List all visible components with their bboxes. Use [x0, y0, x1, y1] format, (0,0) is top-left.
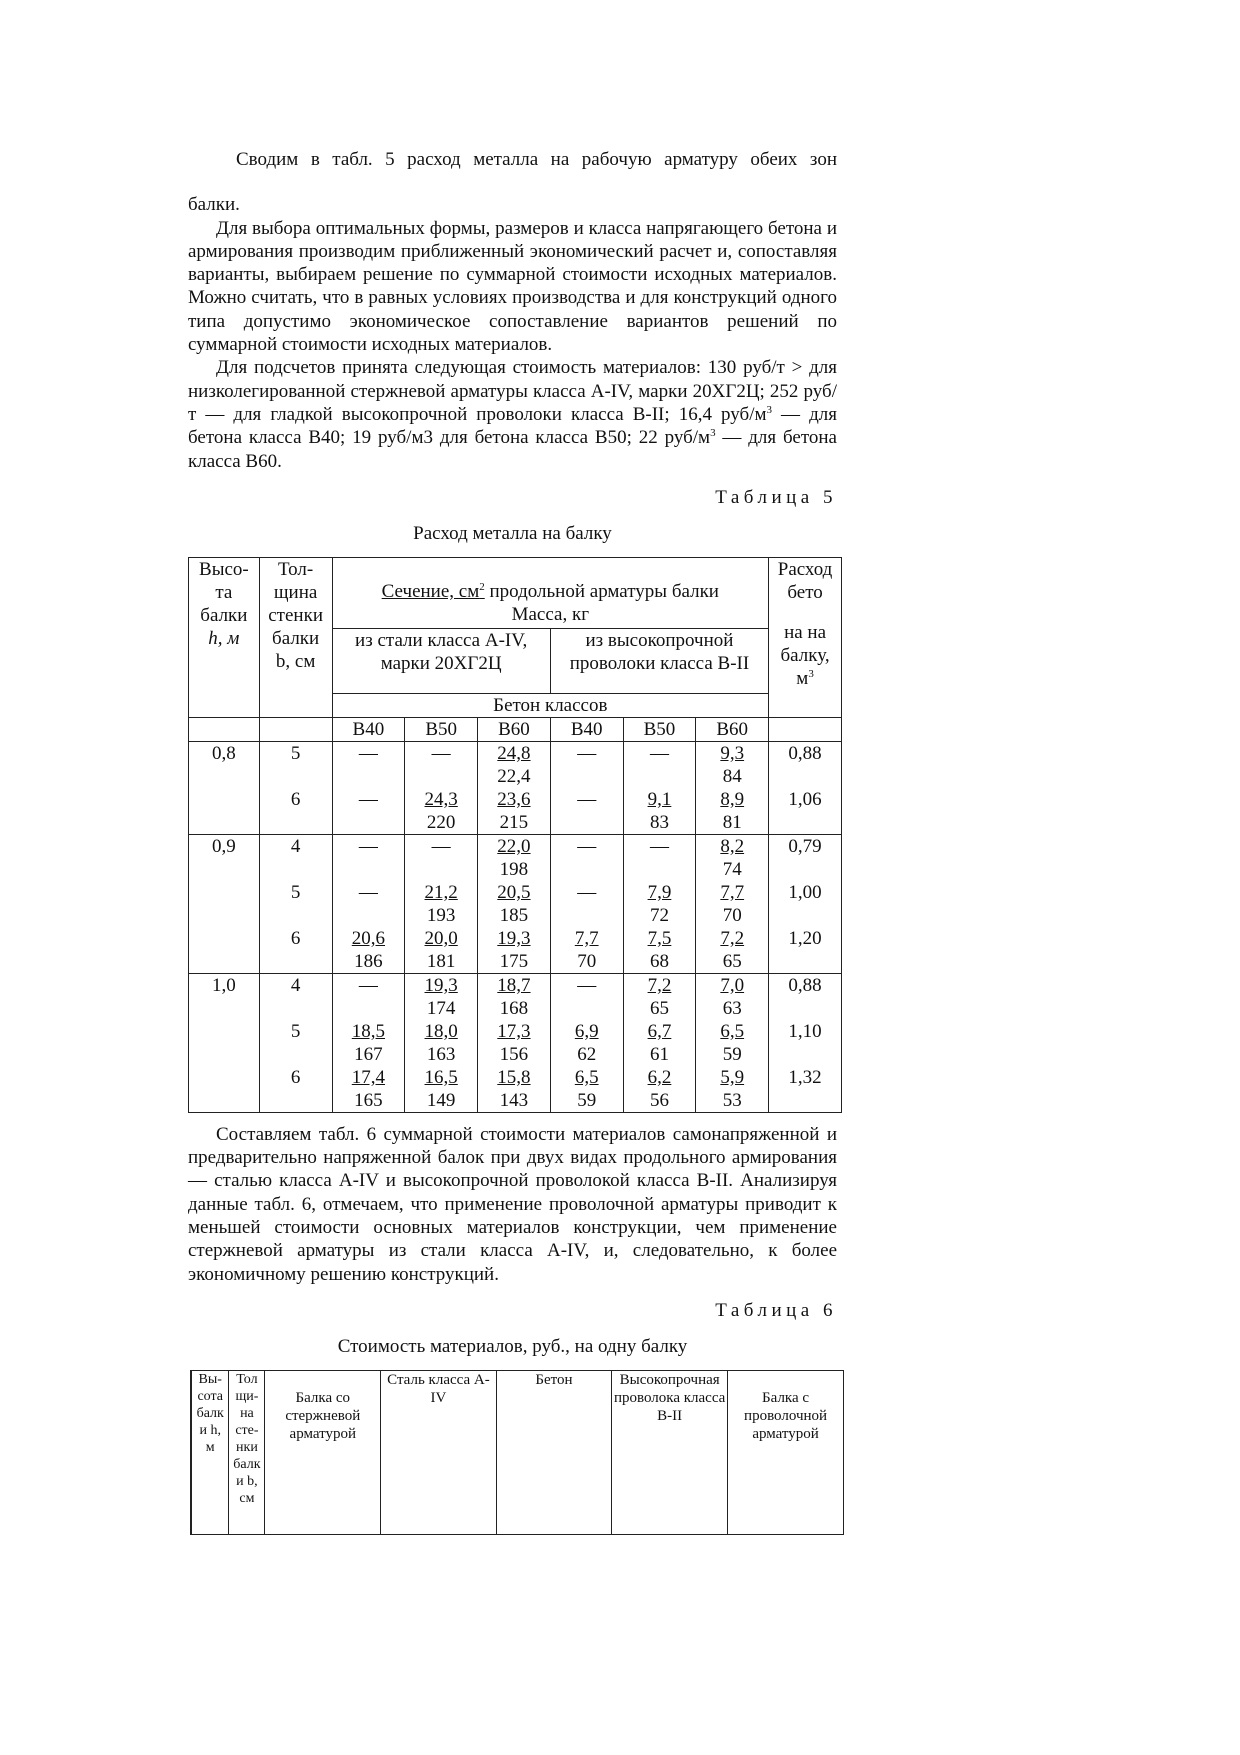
table-5-body: [189, 741, 842, 1112]
cell-section-mass: [332, 1066, 405, 1113]
cell-pair: [335, 742, 403, 788]
header-height-line: Высо-: [199, 558, 249, 580]
cell-section: 9,1: [647, 788, 672, 810]
cell-section: 7,0: [720, 974, 745, 996]
cell-mass: 175: [499, 950, 529, 972]
cell-section: 6,5: [720, 1020, 745, 1042]
cell-mass: 68: [649, 950, 669, 972]
cell-volume: 1,20: [769, 927, 842, 974]
cell-section: 6,7: [647, 1020, 672, 1042]
cell-section-mass: [550, 788, 623, 835]
cell-pair: [480, 788, 548, 834]
cell-section: —: [358, 742, 378, 764]
cell-section: 18,5: [351, 1020, 386, 1042]
cell-pair: [553, 881, 621, 927]
table-row: [189, 1020, 842, 1066]
cell-pair: [335, 835, 403, 881]
cell-section: 6,2: [647, 1066, 672, 1088]
cell-volume: 1,06: [769, 788, 842, 835]
paragraph-3-sup-2: 3: [710, 427, 716, 440]
classes-empty-cell: [769, 717, 842, 741]
table-5-header-row-1: [189, 557, 842, 628]
cell-thickness: 6: [259, 1066, 332, 1113]
cell-section: 24,8: [497, 742, 531, 764]
cell-mass: 56: [649, 1089, 669, 1111]
cell-pair: [626, 1020, 694, 1066]
cell-height: [189, 927, 260, 974]
cell-section-mass: [478, 788, 551, 835]
cell-section: 7,7: [574, 927, 599, 949]
cell-section: 17,4: [351, 1066, 386, 1088]
cell-mass: 83: [649, 811, 669, 833]
cell-pair: [335, 881, 403, 927]
cell-section-mass: [623, 788, 696, 835]
cell-section-mass: [623, 1066, 696, 1113]
cell-section: —: [431, 742, 451, 764]
header-height-line: та: [215, 581, 233, 603]
cell-section: 8,2: [720, 835, 745, 857]
cell-mass: 65: [649, 997, 669, 1019]
header-concrete-unit: м: [796, 667, 809, 689]
paragraph-3-part-b: — для бетона класса В40; 19 руб/м3 для бетона класса В50; 22 руб/м: [188, 403, 837, 449]
cell-height: 1,0: [189, 973, 260, 1020]
cell-section-mass: [550, 741, 623, 788]
cell-volume: 0,88: [769, 741, 842, 788]
cell-section-mass: [550, 927, 623, 974]
class-cell: В50: [405, 717, 478, 741]
cell-pair: [553, 1066, 621, 1112]
cell-pair: [335, 974, 403, 1020]
cell-section: 17,3: [497, 1020, 531, 1042]
cell-section: 15,8: [497, 1066, 531, 1088]
cell-section: 23,6: [497, 788, 531, 810]
paragraph-3-part-c: — для бетона класса В60.: [188, 427, 837, 472]
t6-header-concrete: Бетон: [496, 1370, 612, 1534]
t6-header-line: и h,: [199, 1422, 221, 1438]
cell-section-mass: [550, 881, 623, 927]
cell-section-mass: [478, 973, 551, 1020]
header-thickness: [259, 557, 332, 717]
cell-section: —: [431, 835, 451, 857]
paragraph-1-line-1: Сводим в табл. 5 расход металла на рабочую арматуру обеих зон: [236, 149, 837, 170]
cell-section-mass: [696, 881, 769, 927]
cell-section: —: [577, 974, 597, 996]
header-concrete-volume-tail: [769, 693, 842, 717]
cell-section-mass: [332, 881, 405, 927]
cell-mass: 168: [499, 997, 529, 1019]
cell-section: 21,2: [424, 881, 458, 903]
cell-section: 19,3: [424, 974, 458, 996]
t6-header-line: м: [205, 1439, 215, 1455]
cell-pair: [553, 788, 621, 834]
header-thickness-line: стенки: [268, 604, 323, 626]
header-steel-line: из стали класса А-IV,: [355, 629, 528, 651]
cell-mass: 22,4: [497, 765, 531, 787]
cell-mass: 167: [354, 1043, 383, 1065]
cell-height: [189, 881, 260, 927]
cell-pair: [698, 742, 766, 788]
cell-section-mass: [696, 834, 769, 881]
cell-pair: [626, 1066, 694, 1112]
cell-mass: 198: [499, 858, 529, 880]
header-section-text-b: продольной арматуры балки: [484, 580, 719, 602]
cell-mass: 59: [577, 1089, 597, 1111]
cell-section: 18,7: [497, 974, 531, 996]
cell-section-mass: [550, 1020, 623, 1066]
cell-section-mass: [332, 927, 405, 974]
cell-section: 6,9: [574, 1020, 599, 1042]
cell-mass: 163: [426, 1043, 456, 1065]
cell-mass: 74: [722, 858, 742, 880]
cell-mass: 181: [426, 950, 456, 972]
cell-mass: 70: [722, 904, 742, 926]
header-concrete-classes: Бетон классов: [332, 693, 769, 717]
cell-section: —: [358, 881, 378, 903]
table-5: [188, 557, 842, 1113]
cell-mass: 61: [649, 1043, 669, 1065]
cell-pair: [698, 835, 766, 881]
t6-header-line: сте-: [235, 1422, 259, 1438]
cell-section-mass: [478, 1066, 551, 1113]
cell-section-mass: [332, 1020, 405, 1066]
cell-pair: [626, 927, 694, 973]
cell-pair: [335, 788, 403, 834]
cell-section: 8,9: [720, 788, 745, 810]
t6-header-line: балк: [233, 1456, 261, 1472]
t6-header-height: [191, 1370, 229, 1534]
header-section-sup: 2: [479, 580, 485, 593]
header-thickness-line: Тол-: [278, 558, 314, 580]
cell-section-mass: [623, 973, 696, 1020]
cell-pair: [626, 835, 694, 881]
cell-section: —: [577, 788, 597, 810]
cell-pair: [626, 788, 694, 834]
t6-header-line: Вы-: [198, 1371, 222, 1387]
cell-pair: [626, 881, 694, 927]
header-thickness-line: щина: [273, 581, 318, 603]
header-height-line: балки: [200, 604, 248, 626]
cell-volume: 1,32: [769, 1066, 842, 1113]
cell-section: 22,0: [497, 835, 531, 857]
cell-pair: [407, 974, 475, 1020]
cell-section: 24,3: [424, 788, 458, 810]
cell-section-mass: [696, 927, 769, 974]
cell-section: 20,5: [497, 881, 531, 903]
t6-header-thickness: [229, 1370, 265, 1534]
paragraph-3-sup-1: 3: [766, 403, 772, 416]
header-section-text: Сечение, см: [381, 580, 480, 602]
table-row: [189, 881, 842, 927]
t6-header-line: щи-: [235, 1388, 259, 1404]
cell-section-mass: [405, 741, 478, 788]
cell-thickness: 4: [259, 834, 332, 881]
cell-section-mass: [332, 834, 405, 881]
t6-header-line: см: [239, 1490, 255, 1506]
cell-mass: 84: [722, 765, 742, 787]
cell-pair: [698, 1020, 766, 1066]
cell-pair: [407, 1066, 475, 1112]
paragraph-1-line-2: балки.: [188, 194, 240, 216]
table-5-classes-row: [189, 717, 842, 741]
cell-section-mass: [623, 881, 696, 927]
cell-pair: [626, 742, 694, 788]
t6-header-wire-beam: Балка с проволочной арматурой: [728, 1370, 844, 1534]
cell-thickness: 6: [259, 788, 332, 835]
header-mass: Масса, кг: [511, 603, 589, 625]
header-concrete-line: [771, 667, 839, 690]
cell-section-mass: [623, 741, 696, 788]
class-cell: В50: [623, 717, 696, 741]
cell-thickness: 5: [259, 1020, 332, 1066]
cell-section-mass: [332, 788, 405, 835]
cell-section-mass: [405, 927, 478, 974]
class-cell: В60: [478, 717, 551, 741]
cell-pair: [553, 835, 621, 881]
table-5-title: Расход металла на балку: [413, 522, 612, 544]
cell-mass: 70: [577, 950, 597, 972]
cell-pair: [480, 881, 548, 927]
cell-section-mass: [478, 1020, 551, 1066]
class-cell: В60: [696, 717, 769, 741]
cell-pair: [698, 974, 766, 1020]
cell-pair: [480, 742, 548, 788]
header-concrete-gap: [771, 604, 839, 621]
cell-pair: [480, 974, 548, 1020]
cell-pair: [698, 927, 766, 973]
cell-height: [189, 788, 260, 835]
cell-section-mass: [696, 973, 769, 1020]
cell-mass: 149: [426, 1089, 456, 1111]
header-height: [189, 557, 260, 717]
cell-section: —: [358, 835, 378, 857]
cell-section: —: [577, 742, 597, 764]
table-row: [189, 1066, 842, 1113]
paragraph-1: [188, 148, 837, 217]
cell-pair: [553, 974, 621, 1020]
cell-mass: 72: [649, 904, 669, 926]
header-section: [332, 557, 769, 628]
cell-section-mass: [696, 741, 769, 788]
cell-pair: [407, 742, 475, 788]
cell-section: —: [577, 881, 597, 903]
cell-pair: [407, 881, 475, 927]
t6-header-line: Тол: [236, 1371, 258, 1387]
cell-mass: 143: [499, 1089, 529, 1111]
cell-pair: [480, 835, 548, 881]
header-concrete-sup: 3: [808, 667, 814, 680]
cell-pair: [335, 927, 403, 973]
cell-volume: 0,79: [769, 834, 842, 881]
header-height-line: [191, 627, 257, 650]
cell-volume: 1,00: [769, 881, 842, 927]
cell-section-mass: [405, 1066, 478, 1113]
t6-header-line: нки: [236, 1439, 258, 1455]
cell-section: —: [358, 788, 378, 810]
document-page: [188, 148, 837, 1535]
header-thickness-line: балки: [272, 627, 320, 649]
header-concrete-line: бето: [787, 581, 823, 603]
cell-pair: [553, 1020, 621, 1066]
cell-mass: 59: [722, 1043, 742, 1065]
table-row: [189, 788, 842, 835]
table-row: [189, 834, 842, 881]
cell-thickness: 4: [259, 973, 332, 1020]
cell-pair: [626, 974, 694, 1020]
cell-pair: [480, 927, 548, 973]
header-concrete-line: на на: [784, 621, 827, 643]
cell-section-mass: [405, 834, 478, 881]
cell-section-mass: [623, 1020, 696, 1066]
t6-header-line: балк: [196, 1405, 224, 1421]
cell-section: 5,9: [720, 1066, 745, 1088]
header-steel: [332, 628, 550, 693]
cell-thickness: 5: [259, 741, 332, 788]
cell-mass: 174: [426, 997, 456, 1019]
table-6-header-row: [191, 1370, 844, 1534]
class-cell: В40: [332, 717, 405, 741]
cell-section: —: [577, 835, 597, 857]
cell-pair: [553, 927, 621, 973]
cell-section-mass: [478, 834, 551, 881]
header-wire-line: из высокопрочной: [585, 629, 734, 651]
cell-section-mass: [623, 927, 696, 974]
table-6-label: Таблица 6: [715, 1299, 837, 1321]
cell-section-mass: [550, 834, 623, 881]
t6-header-line: и b,: [236, 1473, 258, 1489]
header-wire: [550, 628, 768, 693]
paragraph-3: [188, 356, 837, 472]
t6-header-wire: Высокопрочная проволока класса В-II: [612, 1370, 728, 1534]
cell-section: 6,5: [574, 1066, 599, 1088]
cell-pair: [407, 788, 475, 834]
cell-mass: 193: [426, 904, 456, 926]
cell-thickness: 5: [259, 881, 332, 927]
cell-pair: [480, 1020, 548, 1066]
cell-height: 0,8: [189, 741, 260, 788]
cell-section-mass: [696, 1020, 769, 1066]
cell-pair: [553, 742, 621, 788]
cell-section: 18,0: [424, 1020, 458, 1042]
cell-section: 7,2: [647, 974, 672, 996]
table-row: [189, 741, 842, 788]
cell-section-mass: [478, 741, 551, 788]
cell-section: —: [649, 835, 669, 857]
cell-height: [189, 1020, 260, 1066]
cell-mass: 215: [499, 811, 529, 833]
cell-mass: 62: [577, 1043, 597, 1065]
cell-mass: 156: [499, 1043, 529, 1065]
t6-header-rod-beam: Балка со стержневой арматурой: [265, 1370, 381, 1534]
cell-section-mass: [696, 788, 769, 835]
cell-mass: 185: [499, 904, 529, 926]
cell-section: 20,6: [351, 927, 386, 949]
cell-mass: 65: [722, 950, 742, 972]
cell-pair: [407, 1020, 475, 1066]
cell-pair: [407, 835, 475, 881]
cell-section: —: [649, 742, 669, 764]
cell-height: 0,9: [189, 834, 260, 881]
table-row: [189, 927, 842, 974]
cell-section-mass: [405, 881, 478, 927]
cell-height: [189, 1066, 260, 1113]
header-concrete-line: балку,: [780, 644, 830, 666]
cell-section: 9,3: [720, 742, 745, 764]
paragraph-4: Составляем табл. 6 суммарной стоимости материалов самонапряженной и предварительно напряженной балок при двух видах продольного армирования — сталью класса А-IV и высокопрочной проволокой класса В-II. Анализируя данные табл. 6, отмечаем, что применение проволочной арматуры приводит к меньшей стоимости основных материалов конструкции, чем применение стержневой арматуры из стали класса А-IV, и, следовательно, к более экономичному решению конструкций.: [188, 1123, 837, 1285]
cell-section-mass: [623, 834, 696, 881]
cell-mass: 186: [354, 950, 383, 972]
cell-section-mass: [478, 881, 551, 927]
cell-mass: 165: [354, 1089, 383, 1111]
header-concrete-line: Расход: [777, 558, 833, 580]
cell-section-mass: [405, 1020, 478, 1066]
header-section-underlined: [382, 581, 485, 602]
header-wire-line: проволоки класса В-II: [569, 652, 750, 674]
t6-header-line: на: [240, 1405, 254, 1421]
table-6-title: Стоимость материалов, руб., на одну балку: [337, 1335, 688, 1357]
cell-section-mass: [550, 973, 623, 1020]
classes-empty-cell: [259, 717, 332, 741]
cell-section-mass: [405, 973, 478, 1020]
header-thickness-line: b, см: [275, 650, 316, 672]
cell-section: 7,2: [720, 927, 745, 949]
cell-section-mass: [405, 788, 478, 835]
cell-mass: 220: [426, 811, 456, 833]
cell-mass: 81: [722, 811, 742, 833]
cell-pair: [698, 788, 766, 834]
cell-pair: [698, 1066, 766, 1112]
class-cell: В40: [550, 717, 623, 741]
cell-pair: [480, 1066, 548, 1112]
cell-section: 7,5: [647, 927, 672, 949]
cell-section: 7,7: [720, 881, 745, 903]
cell-section-mass: [478, 927, 551, 974]
table-5-label: Таблица 5: [715, 486, 837, 508]
cell-section-mass: [696, 1066, 769, 1113]
cell-section: 16,5: [424, 1066, 458, 1088]
cell-section-mass: [332, 741, 405, 788]
cell-section-mass: [332, 973, 405, 1020]
classes-empty-cell: [189, 717, 260, 741]
header-height-symbol: h, м: [208, 627, 240, 649]
cell-volume: 1,10: [769, 1020, 842, 1066]
cell-mass: 63: [722, 997, 742, 1019]
t6-header-steel: Сталь класса А-IV: [381, 1370, 497, 1534]
table-6: [190, 1370, 844, 1535]
cell-pair: [335, 1066, 403, 1112]
paragraph-2: Для выбора оптимальных формы, размеров и класса напрягающего бетона и армирования производим приближенный экономический расчет и, сопоставляя варианты, выбираем решение по суммарной стоимости исходных материалов. Можно считать, что в равных условиях производства и для конструкций одного типа допустимо экономическое сопоставление вариантов решений по суммарной стоимости исходных материалов.: [188, 217, 837, 356]
t6-header-line: сота: [197, 1388, 223, 1404]
cell-pair: [407, 927, 475, 973]
header-steel-line: марки 20ХГ2Ц: [380, 652, 502, 674]
table-row: [189, 973, 842, 1020]
header-concrete-volume: [769, 557, 842, 693]
cell-section: —: [358, 974, 378, 996]
cell-section-mass: [550, 1066, 623, 1113]
cell-pair: [698, 881, 766, 927]
cell-volume: 0,88: [769, 973, 842, 1020]
paragraph-3-part-a: Для подсчетов принята следующая стоимость материалов: 130 руб/т > для низколегированной стержневой арматуры класса А-IV, марки 20ХГ2Ц; 252 руб/т — для гладкой высокопрочной проволоки класса В-II; 16,4 руб/м: [188, 357, 837, 425]
cell-mass: 53: [722, 1089, 742, 1111]
cell-section: 7,9: [647, 881, 672, 903]
header-section-line: [335, 580, 767, 603]
cell-pair: [335, 1020, 403, 1066]
cell-section: 19,3: [497, 927, 531, 949]
cell-section: 20,0: [424, 927, 458, 949]
cell-thickness: 6: [259, 927, 332, 974]
